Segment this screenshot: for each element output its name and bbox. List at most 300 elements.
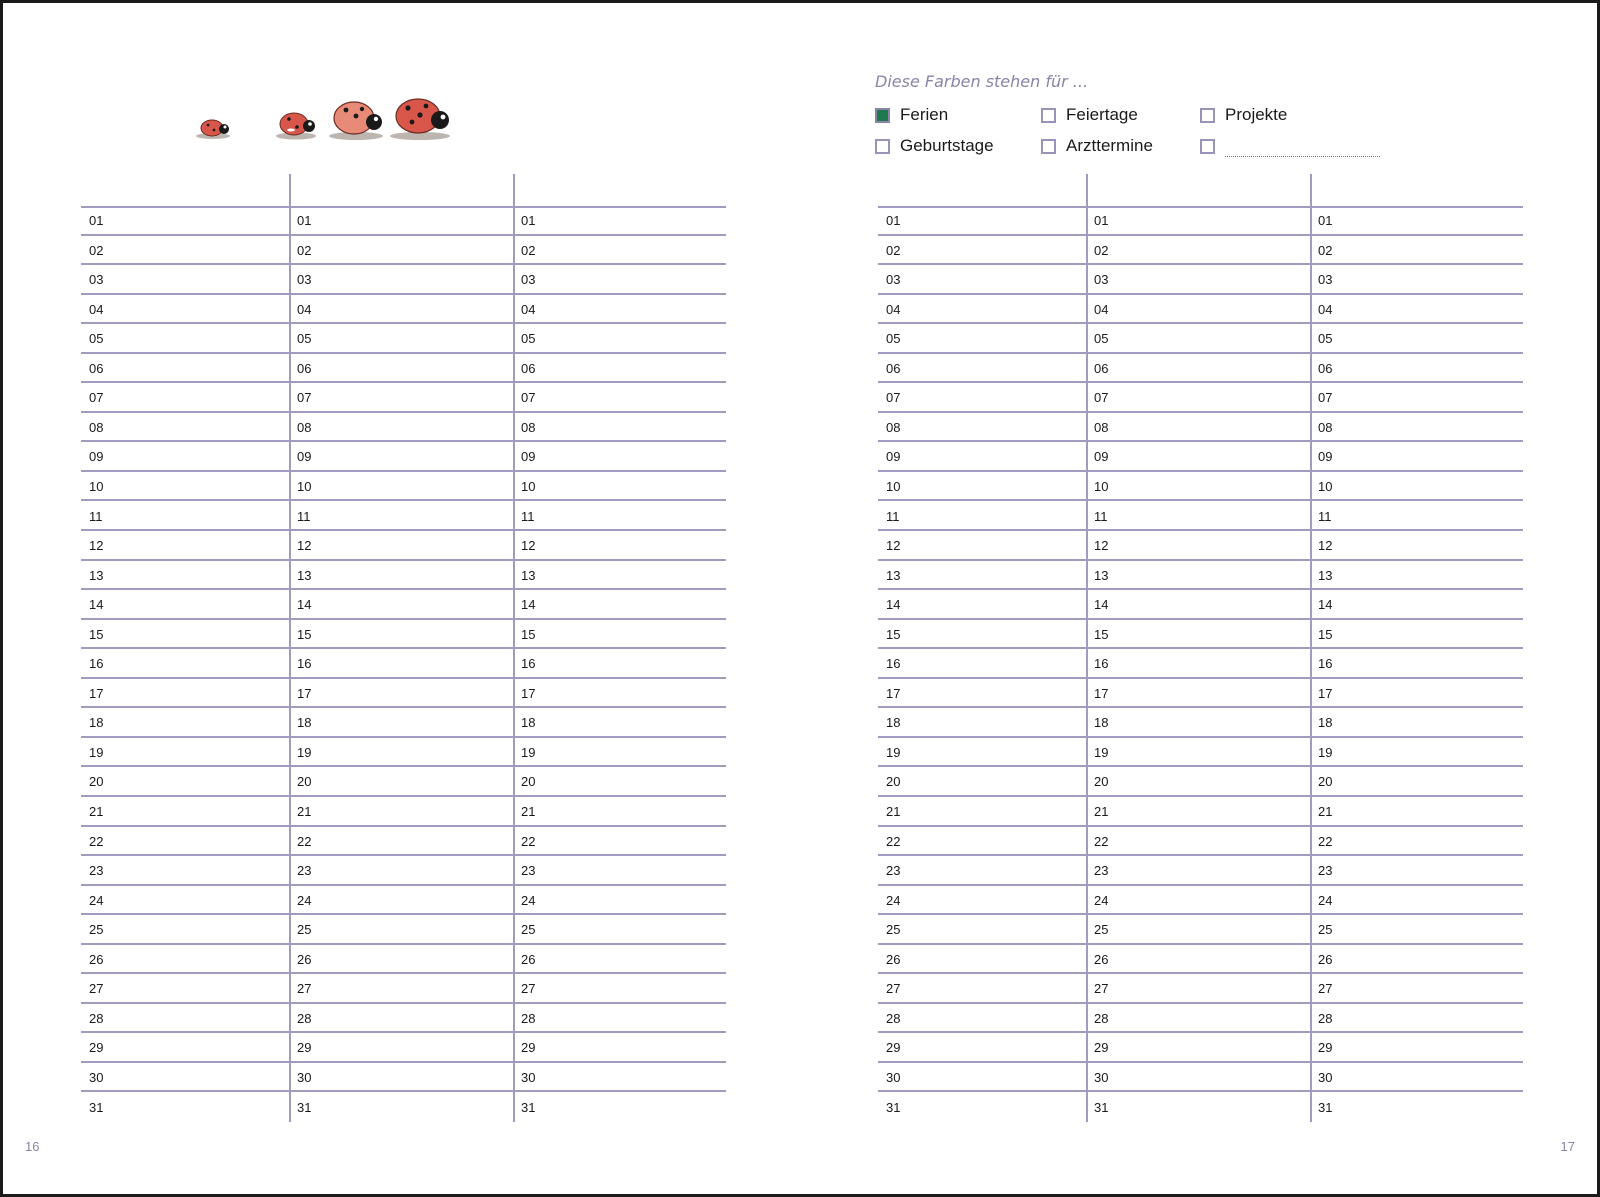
day-row[interactable] [289, 945, 513, 975]
day-number: 20 [89, 774, 104, 790]
day-row[interactable] [1086, 767, 1310, 797]
day-row[interactable] [289, 236, 513, 266]
day-row[interactable] [289, 442, 513, 472]
day-row[interactable] [289, 413, 513, 443]
day-row[interactable] [289, 561, 513, 591]
day-row[interactable] [878, 354, 1086, 384]
day-row[interactable] [289, 886, 513, 916]
day-number: 14 [1318, 597, 1333, 613]
day-row[interactable] [1310, 561, 1523, 591]
day-number: 03 [521, 272, 536, 288]
day-row[interactable] [1086, 413, 1310, 443]
day-row[interactable] [878, 236, 1086, 266]
day-number: 01 [521, 213, 536, 228]
day-row[interactable] [81, 974, 289, 1004]
day-number: 26 [89, 951, 104, 967]
day-number: 26 [886, 951, 901, 967]
day-row[interactable] [1310, 354, 1523, 384]
day-row[interactable] [513, 856, 726, 886]
day-row[interactable] [1086, 915, 1310, 945]
day-row[interactable] [1310, 915, 1523, 945]
day-row[interactable] [81, 886, 289, 916]
day-row[interactable] [289, 1033, 513, 1063]
day-row[interactable] [1310, 295, 1523, 325]
day-row[interactable] [1310, 649, 1523, 679]
day-row[interactable] [878, 649, 1086, 679]
day-row[interactable] [81, 1063, 289, 1093]
day-row[interactable] [878, 206, 1086, 236]
day-row[interactable] [878, 974, 1086, 1004]
day-row[interactable] [878, 590, 1086, 620]
day-row[interactable] [878, 295, 1086, 325]
day-number: 18 [886, 715, 901, 731]
day-row[interactable] [289, 620, 513, 650]
day-row[interactable] [1310, 620, 1523, 650]
day-number: 19 [521, 744, 536, 760]
day-row[interactable] [513, 324, 726, 354]
day-number: 09 [1318, 449, 1333, 465]
day-number: 01 [1318, 213, 1333, 228]
day-row[interactable] [81, 679, 289, 709]
day-number: 25 [1318, 922, 1333, 938]
day-number: 26 [521, 951, 536, 967]
day-number: 28 [297, 1010, 312, 1026]
legend-item-projekte[interactable] [1200, 104, 1287, 126]
day-row[interactable] [289, 531, 513, 561]
day-row[interactable] [1086, 620, 1310, 650]
day-row[interactable] [1310, 206, 1523, 236]
day-row[interactable] [1086, 295, 1310, 325]
day-number: 11 [521, 508, 535, 524]
day-number: 14 [1094, 597, 1109, 613]
day-number: 31 [1094, 1099, 1109, 1115]
day-row[interactable] [289, 472, 513, 502]
day-row[interactable] [81, 502, 289, 532]
legend-label: Projekte [1225, 105, 1288, 124]
day-row[interactable] [81, 265, 289, 295]
day-row[interactable] [1086, 502, 1310, 532]
day-row[interactable] [878, 767, 1086, 797]
day-number: 04 [89, 301, 104, 317]
day-number: 28 [521, 1010, 536, 1026]
day-row[interactable] [81, 945, 289, 975]
day-row[interactable] [1086, 354, 1310, 384]
day-row[interactable] [878, 945, 1086, 975]
day-row[interactable] [289, 827, 513, 857]
day-row[interactable] [513, 1093, 726, 1123]
day-row[interactable] [81, 531, 289, 561]
day-row[interactable] [1086, 797, 1310, 827]
day-row[interactable] [1310, 383, 1523, 413]
day-number: 26 [1318, 951, 1333, 967]
day-row[interactable] [1086, 206, 1310, 236]
day-row[interactable] [1086, 236, 1310, 266]
day-row[interactable] [1310, 442, 1523, 472]
day-number: 17 [297, 685, 312, 701]
day-row[interactable] [81, 620, 289, 650]
day-row[interactable] [81, 1093, 289, 1123]
legend-item-ferien[interactable] [875, 104, 948, 126]
checkbox-icon[interactable] [1041, 139, 1056, 154]
day-number: 29 [89, 1040, 104, 1056]
day-row[interactable] [289, 797, 513, 827]
day-number: 27 [297, 981, 312, 997]
day-number: 03 [89, 272, 104, 288]
day-number: 20 [297, 774, 312, 790]
day-row[interactable] [1086, 442, 1310, 472]
day-row[interactable] [513, 1004, 726, 1034]
day-number: 23 [886, 863, 901, 879]
day-row[interactable] [1310, 974, 1523, 1004]
day-row[interactable] [1086, 945, 1310, 975]
day-row[interactable] [1310, 945, 1523, 975]
day-number: 15 [1094, 626, 1109, 642]
day-number: 03 [297, 272, 312, 288]
day-row[interactable] [513, 945, 726, 975]
day-row[interactable] [878, 886, 1086, 916]
day-row[interactable] [878, 472, 1086, 502]
checkbox-icon[interactable] [1200, 139, 1215, 154]
day-row[interactable] [81, 206, 289, 236]
checkbox-icon[interactable] [875, 139, 890, 154]
day-number: 08 [297, 419, 312, 435]
day-number: 30 [89, 1069, 104, 1085]
day-row[interactable] [1310, 502, 1523, 532]
day-row[interactable] [81, 590, 289, 620]
day-row[interactable] [513, 442, 726, 472]
day-row[interactable] [513, 679, 726, 709]
day-number: 16 [1318, 656, 1333, 672]
day-row[interactable] [513, 590, 726, 620]
day-row[interactable] [81, 856, 289, 886]
legend-item-arzttermine[interactable] [1041, 135, 1153, 157]
day-number: 23 [1318, 863, 1333, 879]
day-row[interactable] [1310, 856, 1523, 886]
day-number: 04 [297, 301, 312, 317]
day-number: 15 [1318, 626, 1333, 642]
day-row[interactable] [513, 413, 726, 443]
day-number: 04 [886, 301, 901, 317]
day-row[interactable] [1086, 1004, 1310, 1034]
day-row[interactable] [878, 324, 1086, 354]
day-row[interactable] [1310, 265, 1523, 295]
day-row[interactable] [1310, 236, 1523, 266]
day-row[interactable] [81, 472, 289, 502]
day-number: 07 [1094, 390, 1109, 406]
day-row[interactable] [513, 236, 726, 266]
legend-item-feiertage[interactable] [1041, 104, 1138, 126]
day-number: 25 [297, 922, 312, 938]
day-row[interactable] [1086, 531, 1310, 561]
day-row[interactable] [513, 915, 726, 945]
day-row[interactable] [878, 797, 1086, 827]
day-row[interactable] [1086, 383, 1310, 413]
day-row[interactable] [1310, 827, 1523, 857]
day-row[interactable] [1310, 472, 1523, 502]
day-row[interactable] [878, 531, 1086, 561]
day-row[interactable] [878, 620, 1086, 650]
day-number: 29 [521, 1040, 536, 1056]
day-number: 05 [521, 331, 536, 347]
day-number: 22 [886, 833, 901, 849]
day-row[interactable] [878, 1093, 1086, 1123]
day-row[interactable] [1310, 738, 1523, 768]
day-row[interactable] [513, 354, 726, 384]
day-row[interactable] [289, 915, 513, 945]
day-row[interactable] [513, 738, 726, 768]
day-row[interactable] [289, 679, 513, 709]
day-row[interactable] [81, 797, 289, 827]
day-number: 01 [1094, 213, 1109, 228]
day-number: 18 [1318, 715, 1333, 731]
day-row[interactable] [513, 974, 726, 1004]
day-number: 22 [1094, 833, 1109, 849]
day-row[interactable] [878, 442, 1086, 472]
day-row[interactable] [878, 502, 1086, 532]
day-row[interactable] [1310, 767, 1523, 797]
ladybug-illustration [195, 80, 475, 140]
day-row[interactable] [1086, 1063, 1310, 1093]
day-row[interactable] [81, 383, 289, 413]
day-row[interactable] [81, 236, 289, 266]
day-number: 17 [1318, 685, 1333, 701]
legend-item-custom[interactable] [1200, 135, 1380, 157]
day-row[interactable] [81, 413, 289, 443]
day-row[interactable] [513, 502, 726, 532]
day-row[interactable] [878, 561, 1086, 591]
day-number: 23 [1094, 863, 1109, 879]
day-row[interactable] [289, 590, 513, 620]
ladybug-icon [390, 94, 454, 140]
day-number: 10 [1318, 478, 1333, 494]
day-number: 02 [89, 242, 104, 258]
day-row[interactable] [81, 708, 289, 738]
day-number: 19 [89, 744, 104, 760]
day-row[interactable] [1086, 856, 1310, 886]
day-row[interactable] [1310, 413, 1523, 443]
day-row[interactable] [289, 354, 513, 384]
day-row[interactable] [878, 738, 1086, 768]
day-row[interactable] [289, 265, 513, 295]
day-number: 13 [886, 567, 901, 583]
calendar-grid-left [81, 174, 726, 1122]
day-number: 28 [1094, 1010, 1109, 1026]
day-row[interactable] [878, 1033, 1086, 1063]
day-row[interactable] [513, 649, 726, 679]
day-number: 23 [89, 863, 104, 879]
day-row[interactable] [878, 827, 1086, 857]
day-row[interactable] [1310, 1033, 1523, 1063]
day-row[interactable] [1310, 1093, 1523, 1123]
day-row[interactable] [289, 708, 513, 738]
day-row[interactable] [81, 1004, 289, 1034]
day-row[interactable] [1086, 324, 1310, 354]
day-number: 20 [1318, 774, 1333, 790]
day-row[interactable] [81, 295, 289, 325]
day-row[interactable] [81, 827, 289, 857]
day-row[interactable] [289, 295, 513, 325]
day-row[interactable] [513, 827, 726, 857]
day-row[interactable] [878, 265, 1086, 295]
day-number: 19 [1318, 744, 1333, 760]
day-row[interactable] [81, 442, 289, 472]
day-number: 23 [521, 863, 536, 879]
day-row[interactable] [1310, 679, 1523, 709]
day-row[interactable] [289, 383, 513, 413]
day-number: 31 [886, 1099, 901, 1115]
day-row[interactable] [513, 265, 726, 295]
day-number: 06 [297, 360, 312, 376]
day-row[interactable] [513, 561, 726, 591]
day-number: 22 [297, 833, 312, 849]
day-row[interactable] [1086, 265, 1310, 295]
day-row[interactable] [289, 502, 513, 532]
day-number: 10 [886, 478, 901, 494]
day-number: 27 [1318, 981, 1333, 997]
day-row[interactable] [513, 886, 726, 916]
day-row[interactable] [81, 767, 289, 797]
day-row[interactable] [289, 1093, 513, 1123]
day-row[interactable] [289, 856, 513, 886]
day-row[interactable] [878, 915, 1086, 945]
day-number: 02 [1094, 242, 1109, 258]
day-row[interactable] [81, 354, 289, 384]
day-row[interactable] [1310, 886, 1523, 916]
day-number: 14 [886, 597, 901, 613]
legend-label: Feiertage [1066, 105, 1138, 124]
day-row[interactable] [513, 1063, 726, 1093]
day-row[interactable] [1086, 708, 1310, 738]
day-row[interactable] [513, 383, 726, 413]
day-row[interactable] [81, 649, 289, 679]
day-number: 05 [1094, 331, 1109, 347]
day-row[interactable] [1086, 590, 1310, 620]
day-row[interactable] [1310, 324, 1523, 354]
day-row[interactable] [289, 206, 513, 236]
day-row[interactable] [1310, 1004, 1523, 1034]
custom-label-line[interactable] [1225, 142, 1380, 157]
day-number: 09 [297, 449, 312, 465]
day-row[interactable] [1310, 1063, 1523, 1093]
day-number: 25 [886, 922, 901, 938]
day-number: 20 [886, 774, 901, 790]
day-row[interactable] [878, 1063, 1086, 1093]
day-row[interactable] [513, 295, 726, 325]
day-row[interactable] [81, 915, 289, 945]
day-number: 12 [521, 538, 536, 554]
day-row[interactable] [878, 856, 1086, 886]
day-number: 13 [297, 567, 312, 583]
day-number: 31 [297, 1099, 312, 1115]
day-number: 04 [521, 301, 536, 317]
day-row[interactable] [513, 472, 726, 502]
day-row[interactable] [81, 324, 289, 354]
day-row[interactable] [289, 649, 513, 679]
day-row[interactable] [1310, 797, 1523, 827]
day-number: 17 [521, 685, 536, 701]
day-number: 12 [297, 538, 312, 554]
day-number: 09 [89, 449, 104, 465]
day-row[interactable] [1086, 1093, 1310, 1123]
day-number: 11 [297, 508, 311, 524]
checkbox-icon[interactable] [1041, 108, 1056, 123]
day-number: 21 [89, 804, 104, 819]
day-number: 02 [521, 242, 536, 258]
day-row[interactable] [1086, 561, 1310, 591]
legend-title: Diese Farben stehen für ... [875, 72, 1089, 91]
day-number: 06 [1094, 360, 1109, 376]
day-number: 04 [1318, 301, 1333, 317]
day-row[interactable] [289, 324, 513, 354]
legend-label: Geburtstage [900, 136, 994, 155]
day-row[interactable] [878, 413, 1086, 443]
day-row[interactable] [289, 738, 513, 768]
day-row[interactable] [1086, 1033, 1310, 1063]
day-row[interactable] [1086, 974, 1310, 1004]
checkbox-icon[interactable] [1200, 108, 1215, 123]
day-number: 01 [886, 213, 901, 228]
day-row[interactable] [878, 708, 1086, 738]
day-row[interactable] [1310, 531, 1523, 561]
day-number: 21 [1094, 804, 1109, 819]
day-number: 27 [521, 981, 536, 997]
day-row[interactable] [513, 206, 726, 236]
day-row[interactable] [513, 708, 726, 738]
day-row[interactable] [289, 974, 513, 1004]
day-row[interactable] [289, 767, 513, 797]
day-number: 09 [886, 449, 901, 465]
day-row[interactable] [1086, 738, 1310, 768]
legend-item-geburtstage[interactable] [875, 135, 994, 157]
day-row[interactable] [81, 561, 289, 591]
day-row[interactable] [878, 383, 1086, 413]
day-row[interactable] [513, 797, 726, 827]
day-row[interactable] [81, 738, 289, 768]
day-number: 28 [886, 1010, 901, 1026]
day-row[interactable] [289, 1004, 513, 1034]
day-number: 18 [297, 715, 312, 731]
day-row[interactable] [513, 531, 726, 561]
day-number: 24 [1318, 892, 1333, 908]
day-row[interactable] [81, 1033, 289, 1063]
ladybug-icon [195, 114, 235, 140]
day-number: 01 [89, 213, 104, 228]
day-row[interactable] [878, 679, 1086, 709]
day-row[interactable] [1310, 708, 1523, 738]
day-number: 28 [89, 1010, 104, 1026]
day-number: 10 [521, 478, 536, 494]
day-row[interactable] [1086, 827, 1310, 857]
checkbox-icon[interactable] [875, 108, 890, 123]
page-number: 16 [25, 1139, 40, 1154]
day-row[interactable] [1086, 886, 1310, 916]
day-number: 10 [297, 478, 312, 494]
day-number: 20 [521, 774, 536, 790]
day-row[interactable] [1086, 649, 1310, 679]
day-row[interactable] [1086, 679, 1310, 709]
day-row[interactable] [1086, 472, 1310, 502]
day-row[interactable] [513, 620, 726, 650]
day-number: 18 [521, 715, 536, 731]
day-number: 02 [297, 242, 312, 258]
day-row[interactable] [513, 767, 726, 797]
day-row[interactable] [289, 1063, 513, 1093]
day-number: 07 [521, 390, 536, 406]
day-row[interactable] [513, 1033, 726, 1063]
day-row[interactable] [1310, 590, 1523, 620]
day-number: 06 [89, 360, 104, 376]
day-row[interactable] [878, 1004, 1086, 1034]
